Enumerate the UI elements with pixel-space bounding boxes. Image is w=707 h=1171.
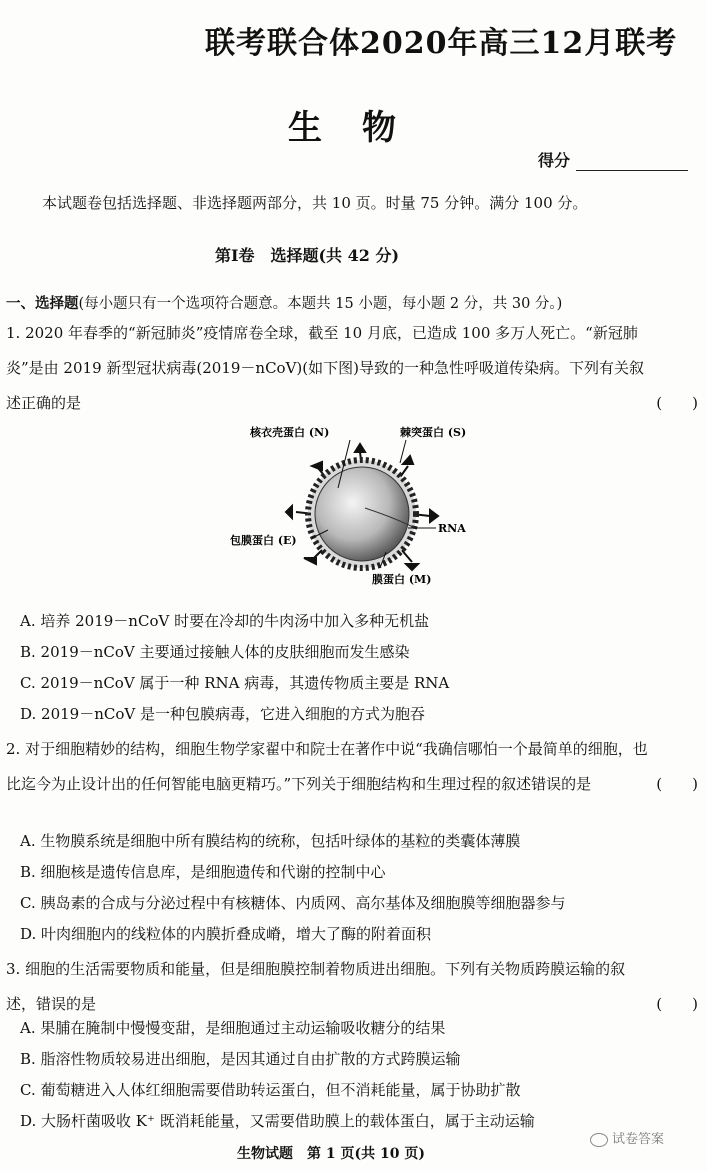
section-header <box>6 292 562 313</box>
score-blank <box>576 156 688 171</box>
question-3-stem: 3. 细胞的生活需要物质和能量，但是细胞膜控制着物质进出细胞。下列有关物质跨膜运输的叙述，错误的是 <box>6 960 626 1013</box>
s-pointer <box>400 440 406 463</box>
section-desc: (每小题只有一个选项符合题意。本题共 15 小题，每小题 2 分，共 30 分。) <box>78 296 563 312</box>
label-m: 膜蛋白 (M) <box>372 573 432 586</box>
question-1-stem: 1. 2020 年春季的“新冠肺炎”疫情席卷全球，截至 10 月底，已造成 100 多万人死亡。“新冠肺炎”是由 2019 新型冠状病毒(2019－nCoV)(如下图)导致的一种急性呼吸道传染病。下列有关叙述正确的是 <box>6 324 644 412</box>
virus-core <box>315 467 409 561</box>
exam-intro: 本试题卷包括选择题、非选择题两部分，共 10 页。时量 75 分钟。满分 100 分。 <box>42 194 588 212</box>
question-2-option-b: B. 细胞核是遗传信息库，是细胞遗传和代谢的控制中心 <box>20 863 386 881</box>
question-3 <box>6 952 698 1022</box>
question-3-option-d: D. 大肠杆菌吸收 K⁺ 既消耗能量，又需要借助膜上的载体蛋白，属于主动运输 <box>20 1112 535 1130</box>
virus-diagram <box>230 418 490 588</box>
score-field <box>538 148 688 171</box>
wechat-icon <box>590 1133 608 1147</box>
question-3-option-a: A. 果脯在腌制中慢慢变甜，是细胞通过主动运输吸收糖分的结果 <box>20 1019 446 1037</box>
part-title: 第Ⅰ卷 选择题(共 42 分) <box>215 246 400 265</box>
label-n: 核衣壳蛋白 (N) <box>250 426 330 439</box>
question-1-option-c: C. 2019－nCoV 属于一种 RNA 病毒，其遗传物质主要是 RNA <box>20 674 450 692</box>
question-3-answer-paren: ( ) <box>656 995 698 1013</box>
question-3-option-c: C. 葡萄糖进入人体红细胞需要借助转运蛋白，但不消耗能量，属于协助扩散 <box>20 1081 521 1099</box>
question-1-option-b: B. 2019－nCoV 主要通过接触人体的皮肤细胞而发生感染 <box>20 643 410 661</box>
label-rna: RNA <box>438 522 466 535</box>
subject-title: 生物 <box>288 108 436 148</box>
question-2-option-c: C. 胰岛素的合成与分泌过程中有核糖体、内质网、高尔基体及细胞膜等细胞器参与 <box>20 894 566 912</box>
question-2-answer-paren: ( ) <box>656 775 698 793</box>
question-1-option-a: A. 培养 2019－nCoV 时要在冷却的牛肉汤中加入多种无机盐 <box>20 612 430 630</box>
question-3-option-b: B. 脂溶性物质较易进出细胞，是因其通过自由扩散的方式跨膜运输 <box>20 1050 461 1068</box>
question-2-option-d: D. 叶肉细胞内的线粒体的内膜折叠成嵴，增大了酶的附着面积 <box>20 925 432 943</box>
section-label: 一、选择题 <box>6 295 79 312</box>
page-footer: 生物试题 第 1 页(共 10 页) <box>237 1146 425 1162</box>
question-2-option-a: A. 生物膜系统是细胞中所有膜结构的统称，包括叶绿体的基粒的类囊体薄膜 <box>20 832 521 850</box>
watermark <box>590 1128 664 1147</box>
watermark-text: 试卷答案 <box>612 1132 665 1147</box>
question-1-answer-paren: ( ) <box>656 394 698 412</box>
label-s: 棘突蛋白 (S) <box>400 426 467 439</box>
score-label: 得分 <box>538 151 571 170</box>
question-1-option-d: D. 2019－nCoV 是一种包膜病毒，它进入细胞的方式为胞吞 <box>20 705 425 723</box>
label-e: 包膜蛋白 (E) <box>230 534 297 547</box>
question-2-stem: 2. 对于细胞精妙的结构，细胞生物学家翟中和院士在著作中说“我确信哪怕一个最简单的细胞，也比迄今为止设计出的任何智能电脑更精巧。”下列关于细胞结构和生理过程的叙述错误的是 <box>6 740 648 793</box>
question-1 <box>6 316 698 421</box>
question-2 <box>6 732 698 802</box>
exam-title: 联考联合体2020年高三12月联考 <box>205 26 678 61</box>
